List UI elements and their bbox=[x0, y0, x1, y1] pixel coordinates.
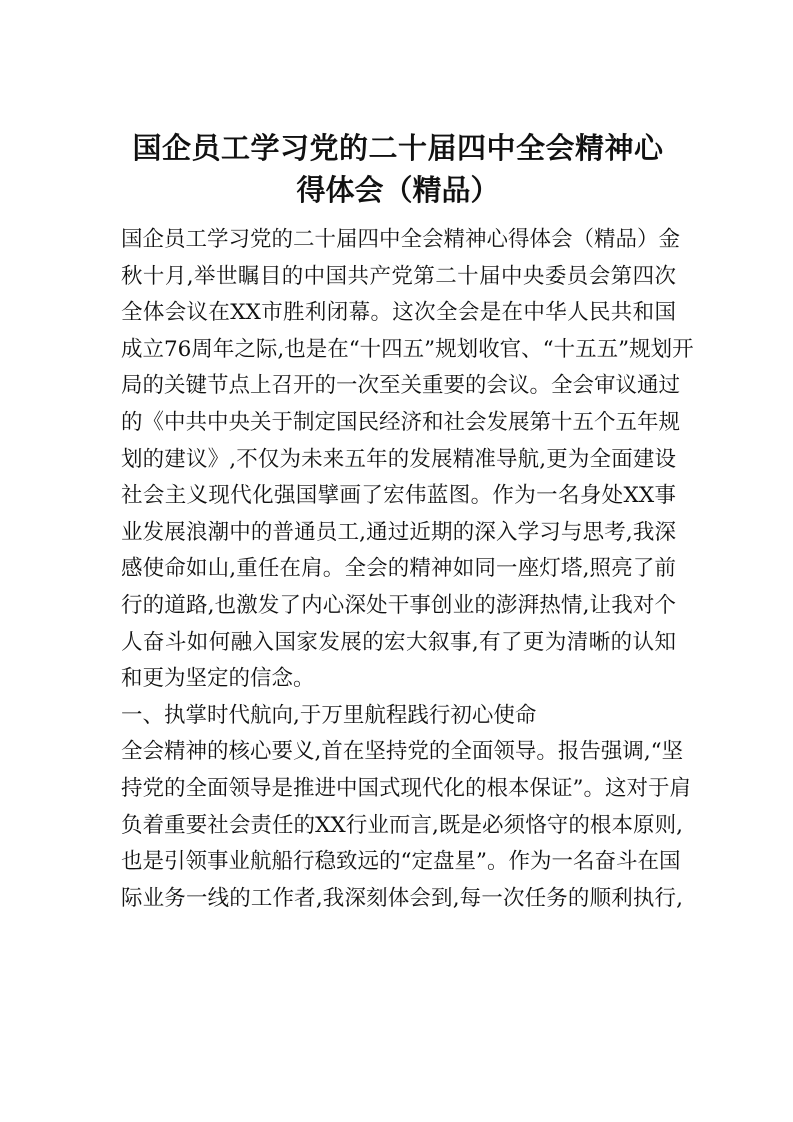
text-line: 社会主义现代化强国擘画了宏伟蓝图。作为一名身处XX事 bbox=[121, 483, 676, 509]
text-line: 也是引领事业航船行稳致远的“定盘星”。作为一名奋斗在国 bbox=[121, 849, 681, 875]
text-line: 的《中共中央关于制定国民经济和社会发展第十五个五年规 bbox=[121, 410, 681, 435]
text-line: 感使命如山,重任在肩。全会的精神如同一座灯塔,照亮了前 bbox=[121, 556, 676, 582]
text-line: 局的关键节点上召开的一次至关重要的会议。全会审议通过 bbox=[121, 373, 681, 399]
title-line-1: 国企员工学习党的二十届四中全会精神心 bbox=[132, 131, 664, 165]
text-line: 全会精神的核心要义,首在坚持党的全面领导。报告强调,“坚 bbox=[121, 739, 684, 765]
text-line: 际业务一线的工作者,我深刻体会到,每一次任务的顺利执行, bbox=[121, 885, 683, 911]
text-line: 人奋斗如何融入国家发展的宏大叙事,有了更为清晰的认知 bbox=[121, 629, 676, 655]
text-line: 负着重要社会责任的XX行业而言,既是必须恪守的根本原则, bbox=[121, 812, 683, 838]
text-line: 国企员工学习党的二十届四中全会精神心得体会（精品）金 bbox=[121, 227, 681, 252]
section-heading: 一、执掌时代航向,于万里航程践行初心使命 bbox=[121, 702, 537, 728]
text-line: 成立76周年之际,也是在“十四五”规划收官、“十五五”规划开 bbox=[121, 336, 694, 362]
text-line: 行的道路,也激发了内心深处干事创业的澎湃热情,让我对个 bbox=[121, 593, 676, 618]
title-line-2: 得体会（精品） bbox=[296, 173, 500, 207]
text-line: 持党的全面领导是推进中国式现代化的根本保证”。这对于肩 bbox=[121, 776, 691, 801]
text-line: 全体会议在XX市胜利闭幕。这次全会是在中华人民共和国 bbox=[121, 300, 676, 326]
text-line: 业发展浪潮中的普通员工,通过近期的深入学习与思考,我深 bbox=[121, 519, 676, 545]
text-line: 划的建议》,不仅为未来五年的发展精准导航,更为全面建设 bbox=[121, 446, 676, 472]
text-line: 秋十月,举世瞩目的中国共产党第二十届中央委员会第四次 bbox=[121, 263, 676, 289]
text-line-final: 和更为坚定的信念。 bbox=[121, 666, 315, 692]
